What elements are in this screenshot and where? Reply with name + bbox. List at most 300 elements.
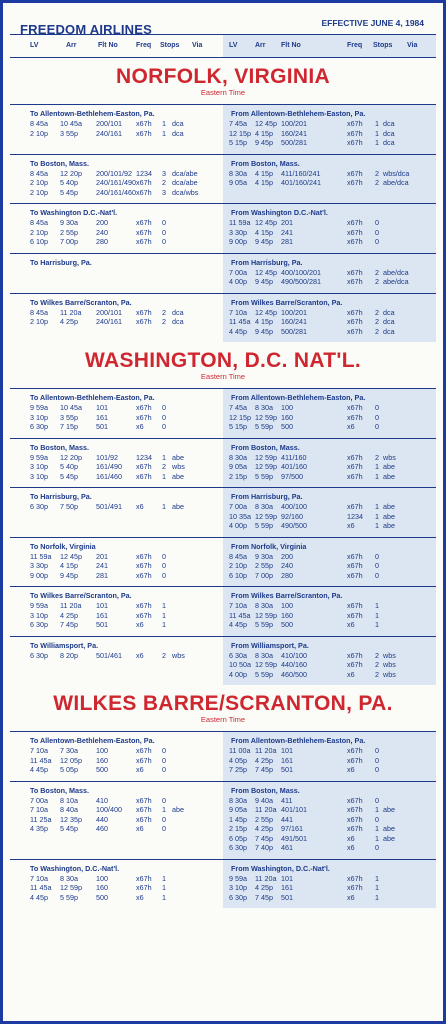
city-section [10, 350, 436, 685]
depart-time: 10 35a [229, 511, 251, 521]
flight-number: 101 [96, 601, 108, 610]
via: dca [383, 317, 395, 326]
col-flt-no: Flt No [98, 42, 118, 49]
flight-row [223, 138, 436, 148]
route-title: From Williamsport, Pa. [231, 640, 309, 650]
flight-row [10, 805, 223, 815]
arrive-time: 12 59p [255, 660, 277, 669]
frequency: x67h [136, 873, 152, 883]
departures-to [10, 155, 223, 204]
route-block [10, 636, 436, 686]
flight-number: 101/92 [96, 452, 118, 462]
arrive-time: 8 30a [255, 650, 273, 660]
stops: 1 [162, 119, 166, 128]
city-title: NORFOLK, VIRGINIA [116, 65, 330, 88]
depart-time: 2 10p [30, 128, 48, 138]
flight-number: 500 [96, 765, 108, 774]
depart-time: 9 59a [30, 403, 48, 412]
route-block [10, 537, 436, 587]
arrive-time: 3 55p [60, 412, 78, 422]
via: abe/dca [383, 267, 409, 277]
flight-number: 101 [281, 746, 293, 755]
route-title: From Boston, Mass. [231, 442, 300, 452]
depart-time: 6 30p [229, 892, 247, 902]
flight-row [10, 796, 223, 806]
arrive-time: 11 20a [60, 601, 82, 610]
depart-time: 8 45a [30, 218, 48, 227]
arrive-time: 12 59p [255, 462, 277, 471]
flight-row [10, 746, 223, 756]
route-title: From Boston, Mass. [231, 785, 300, 795]
depart-time: 7 10a [30, 805, 48, 814]
route-title: To Wilkes Barre/Scranton, Pa. [30, 297, 132, 307]
flight-number: 100 [96, 746, 108, 755]
arrive-time: 5 59p [60, 892, 78, 902]
via: abe/dca [383, 178, 409, 187]
via: dca/wbs [172, 187, 199, 197]
stops: 0 [162, 814, 166, 824]
arrive-time: 7 00p [255, 570, 273, 580]
flight-row [223, 805, 436, 815]
frequency: x67h [136, 178, 152, 187]
depart-time: 1 45p [229, 814, 247, 824]
flight-row [223, 512, 436, 522]
frequency: x6 [136, 824, 144, 833]
arrive-time: 5 40p [60, 178, 78, 187]
stops: 2 [375, 326, 379, 336]
frequency: x67h [347, 307, 363, 317]
arrive-time: 7 00p [60, 237, 78, 246]
stops: 0 [162, 561, 166, 570]
arrive-time: 11 20a [255, 805, 277, 814]
effective-date: EFFECTIVE JUNE 4, 1984 [321, 18, 424, 28]
depart-time: 6 30a [229, 650, 247, 660]
arrive-time: 4 15p [255, 178, 273, 187]
depart-time: 4 05p [229, 755, 247, 765]
depart-time: 12 15p [229, 412, 251, 422]
flight-row [223, 521, 436, 531]
depart-time: 2 10p [30, 187, 48, 197]
airline-name: FREEDOM AIRLINES [20, 22, 153, 37]
frequency: 1234 [347, 511, 363, 521]
frequency: x67h [136, 237, 152, 246]
frequency: x67h [136, 128, 152, 138]
stops: 2 [375, 452, 379, 462]
stops: 1 [162, 452, 166, 462]
frequency: x67h [347, 746, 363, 755]
via: dca [172, 317, 184, 326]
stops: 2 [375, 650, 379, 660]
frequency: x6 [347, 765, 355, 774]
arrive-time: 12 59p [60, 883, 82, 892]
frequency: x67h [136, 561, 152, 570]
flight-number: 500 [281, 620, 293, 629]
frequency: x67h [347, 824, 363, 833]
flight-row [10, 601, 223, 611]
stops: 0 [162, 551, 166, 561]
frequency: x67h [347, 178, 363, 187]
route-title: To Boston, Mass. [30, 785, 89, 795]
depart-time: 11 45a [30, 883, 52, 892]
route-title: To Boston, Mass. [30, 442, 89, 452]
flight-number: 240/161 [96, 128, 122, 138]
stops: 0 [162, 755, 166, 765]
arrive-time: 8 10a [60, 795, 78, 805]
arrive-time: 12 59p [255, 452, 277, 462]
arrive-time: 10 45a [60, 403, 82, 412]
stops: 0 [375, 403, 379, 412]
col-freq: Freq [136, 42, 152, 49]
depart-time: 3 30p [30, 561, 48, 570]
flight-row [223, 218, 436, 228]
frequency: x67h [136, 551, 152, 561]
flight-number: 490/500/281 [281, 277, 321, 286]
route-title: To Allentown-Bethlehem-Easton, Pa. [30, 736, 155, 745]
via: abe [172, 452, 184, 462]
flight-number: 240/161 [96, 317, 122, 326]
flight-number: 411/160 [281, 452, 307, 462]
route-block [10, 203, 436, 253]
depart-time: 9 59a [30, 452, 48, 462]
frequency: x67h [347, 814, 363, 824]
stops: 1 [375, 502, 379, 511]
arrive-time: 2 55p [255, 814, 273, 824]
frequency: x67h [347, 412, 363, 422]
route-block [10, 586, 436, 636]
depart-time: 11 45a [229, 610, 251, 620]
arrive-time: 7 45p [255, 765, 273, 774]
arrive-time: 4 25p [255, 824, 273, 833]
frequency: x67h [136, 119, 152, 128]
flight-number: 500/281 [281, 326, 307, 336]
depart-time: 3 10p [30, 610, 48, 620]
flight-row [10, 824, 223, 834]
flight-row [223, 651, 436, 661]
frequency: x67h [347, 168, 363, 178]
stops: 1 [375, 119, 379, 128]
flight-row [10, 317, 223, 327]
flight-number: 101 [281, 873, 293, 883]
frequency: x67h [347, 237, 363, 246]
flight-number: 410 [96, 795, 108, 805]
frequency: x67h [347, 317, 363, 326]
flight-row [223, 824, 436, 834]
flight-row [10, 571, 223, 581]
via: abe [383, 462, 395, 471]
depart-time: 6 10p [30, 237, 48, 246]
frequency: x6 [136, 765, 144, 774]
stops: 1 [162, 873, 166, 883]
flight-row [223, 453, 436, 463]
stops: 3 [162, 168, 166, 178]
via: wbs [172, 650, 185, 660]
stops: 0 [375, 561, 379, 570]
flight-row [10, 874, 223, 884]
stops: 0 [375, 755, 379, 765]
arrive-time: 11 20a [255, 873, 277, 883]
depart-time: 11 25a [30, 814, 52, 824]
arrive-time: 3 55p [60, 128, 78, 138]
arrive-time: 4 15p [60, 561, 78, 570]
frequency: x67h [347, 883, 363, 892]
stops: 1 [162, 610, 166, 620]
route-title: To Wilkes Barre/Scranton, Pa. [30, 591, 132, 600]
route-block [10, 388, 436, 438]
depart-time: 5 15p [229, 138, 247, 147]
flight-row [223, 843, 436, 853]
frequency: x67h [347, 138, 363, 147]
via: abe [383, 471, 395, 481]
frequency: x6 [136, 650, 144, 660]
depart-time: 4 35p [30, 824, 48, 833]
arrive-time: 8 30a [255, 502, 273, 511]
flight-row [10, 422, 223, 432]
flight-number: 92/160 [281, 511, 303, 521]
via: abe [172, 805, 184, 814]
stops: 1 [375, 610, 379, 620]
stops: 0 [162, 412, 166, 422]
via: dca [383, 138, 395, 147]
frequency: x6 [347, 620, 355, 629]
flight-row [10, 552, 223, 562]
flight-row [223, 462, 436, 472]
arrive-time: 10 45a [60, 119, 82, 128]
flight-row [223, 670, 436, 680]
flight-row [223, 327, 436, 337]
stops: 1 [375, 462, 379, 471]
flight-number: 400/100/201 [281, 267, 321, 277]
arrive-time: 4 15p [255, 128, 273, 138]
flight-row [223, 552, 436, 562]
arrive-time: 7 50p [60, 502, 78, 511]
arrive-time: 5 59p [255, 669, 273, 679]
via: wbs [172, 462, 185, 471]
stops: 2 [375, 317, 379, 326]
arrive-time: 8 30a [60, 873, 78, 883]
frequency: x67h [347, 660, 363, 669]
route-title: From Washington D.C.-Nat'l. [231, 208, 328, 217]
timezone-label: Eastern Time [200, 372, 246, 381]
frequency: x67h [347, 650, 363, 660]
depart-time: 6 05p [229, 833, 247, 843]
route-block [10, 731, 436, 781]
stops: 2 [375, 660, 379, 669]
flight-number: 200/101 [96, 307, 122, 317]
via: abe [172, 471, 184, 481]
depart-time: 6 30p [30, 502, 48, 511]
route-title: To Washington, D.C.-Nat'l. [30, 863, 120, 873]
departures-to [10, 488, 223, 537]
depart-time: 7 25p [229, 765, 247, 774]
depart-time: 6 30p [229, 843, 247, 852]
arrivals-from [223, 587, 436, 636]
stops: 0 [375, 237, 379, 246]
arrive-time: 5 45p [60, 187, 78, 197]
stops: 0 [162, 746, 166, 755]
arrivals-from [223, 538, 436, 587]
via: dca [383, 119, 395, 128]
flight-number: 240 [281, 561, 293, 570]
flight-row [223, 815, 436, 825]
depart-time: 9 59a [229, 873, 247, 883]
via: dca [172, 128, 184, 138]
stops: 2 [375, 168, 379, 178]
flight-row [223, 178, 436, 188]
depart-time: 6 10p [229, 570, 247, 580]
arrive-time: 12 45p [255, 218, 277, 227]
stops: 0 [162, 237, 166, 246]
stops: 2 [375, 669, 379, 679]
depart-time: 10 50a [229, 660, 251, 669]
frequency: x67h [347, 452, 363, 462]
arrive-time: 4 25p [255, 883, 273, 892]
frequency: x67h [347, 795, 363, 805]
depart-time: 4 45p [30, 892, 48, 902]
arrivals-from [223, 782, 436, 859]
flight-number: 240 [96, 227, 108, 237]
flight-row [10, 620, 223, 630]
frequency: x67h [136, 227, 152, 237]
stops: 0 [375, 814, 379, 824]
flight-number: 460 [96, 824, 108, 833]
column-header-left [10, 35, 223, 57]
timezone-label: Eastern Time [200, 88, 246, 97]
flight-row [223, 237, 436, 247]
stops: 1 [375, 824, 379, 833]
flight-number: 411 [281, 795, 293, 805]
via: wbs/dca [383, 168, 410, 178]
flight-row [10, 502, 223, 512]
via: dca/abe [172, 178, 198, 187]
frequency: x67h [347, 227, 363, 237]
frequency: x67h [347, 570, 363, 580]
flight-row [223, 756, 436, 766]
arrive-time: 9 40a [255, 795, 273, 805]
depart-time: 9 59a [30, 601, 48, 610]
stops: 2 [375, 277, 379, 286]
route-block [10, 104, 436, 154]
route-title: To Washington D.C.-Nat'l. [30, 208, 118, 217]
arrivals-from [223, 488, 436, 537]
route-block [10, 859, 436, 909]
flight-row [10, 815, 223, 825]
flight-row [10, 308, 223, 318]
flight-number: 201 [281, 218, 293, 227]
stops: 1 [375, 620, 379, 629]
flight-row [223, 268, 436, 278]
frequency: x6 [136, 422, 144, 431]
depart-time: 4 00p [229, 277, 247, 286]
stops: 2 [162, 462, 166, 471]
flight-row [223, 746, 436, 756]
depart-time: 7 10a [229, 601, 247, 610]
flight-number: 501 [96, 422, 108, 431]
col-arr: Arr [255, 42, 266, 49]
stops: 0 [375, 218, 379, 227]
stops: 1 [375, 138, 379, 147]
stops: 2 [375, 178, 379, 187]
flight-number: 100 [281, 601, 293, 610]
flight-row [10, 129, 223, 139]
depart-time: 4 45p [30, 765, 48, 774]
col-stops: Stops [373, 42, 393, 49]
flight-number: 240/161/460 [96, 187, 136, 197]
arrive-time: 12 35p [60, 814, 82, 824]
flight-row [223, 883, 436, 893]
stops: 0 [375, 412, 379, 422]
frequency: x6 [347, 521, 355, 530]
flight-number: 460/500 [281, 669, 307, 679]
col-freq: Freq [347, 42, 363, 49]
arrive-time: 12 45p [60, 551, 82, 561]
flight-row [223, 317, 436, 327]
route-title: From Allentown-Bethlehem-Easton, Pa. [231, 393, 366, 402]
depart-time: 9 00p [30, 570, 48, 580]
depart-time: 8 30a [229, 168, 247, 178]
arrive-time: 4 15p [255, 317, 273, 326]
city-section [10, 66, 436, 342]
flight-number: 101 [96, 403, 108, 412]
col-via: Via [407, 42, 418, 49]
via: dca/abe [172, 168, 198, 178]
flight-row [10, 765, 223, 775]
depart-time: 6 30p [30, 422, 48, 431]
frequency: x67h [347, 610, 363, 620]
depart-time: 9 05a [229, 178, 247, 187]
flight-number: 161/460 [96, 471, 122, 481]
flight-number: 100/400 [96, 805, 122, 814]
frequency: x6 [347, 833, 355, 843]
stops: 1 [162, 601, 166, 610]
stops: 0 [375, 551, 379, 561]
depart-time: 7 00a [229, 267, 247, 277]
flight-number: 401/101 [281, 805, 307, 814]
departures-to [10, 538, 223, 587]
col-flt-no: Flt No [281, 42, 301, 49]
flight-number: 440 [96, 814, 108, 824]
route-title: From Allentown-Bethlehem-Easton, Pa. [231, 109, 366, 118]
depart-time: 7 10a [229, 307, 247, 317]
frequency: x67h [347, 277, 363, 286]
depart-time: 4 00p [229, 521, 247, 530]
arrive-time: 9 30a [60, 218, 78, 227]
frequency: x67h [347, 873, 363, 883]
flight-row [10, 453, 223, 463]
flight-number: 100/201 [281, 119, 307, 128]
departures-to [10, 587, 223, 636]
via: abe/dca [383, 277, 409, 286]
arrive-time: 11 20a [60, 307, 82, 317]
col-stops: Stops [160, 42, 180, 49]
route-block [10, 293, 436, 343]
timetable-content [10, 10, 436, 1014]
depart-time: 7 10a [30, 873, 48, 883]
stops: 1 [375, 511, 379, 521]
route-title: To Allentown-Bethlehem-Easton, Pa. [30, 109, 155, 118]
via: abe [383, 805, 395, 814]
depart-time: 2 15p [229, 824, 247, 833]
route-title: To Norfolk, Virginia [30, 541, 96, 551]
flight-number: 400/100 [281, 502, 307, 511]
stops: 1 [375, 833, 379, 843]
arrive-time: 4 25p [255, 755, 273, 765]
via: wbs [383, 452, 396, 462]
arrive-time: 9 45p [255, 138, 273, 147]
arrivals-from [223, 105, 436, 154]
flight-number: 490/500 [281, 521, 307, 530]
arrive-time: 8 30a [255, 601, 273, 610]
arrive-time: 4 25p [60, 317, 78, 326]
